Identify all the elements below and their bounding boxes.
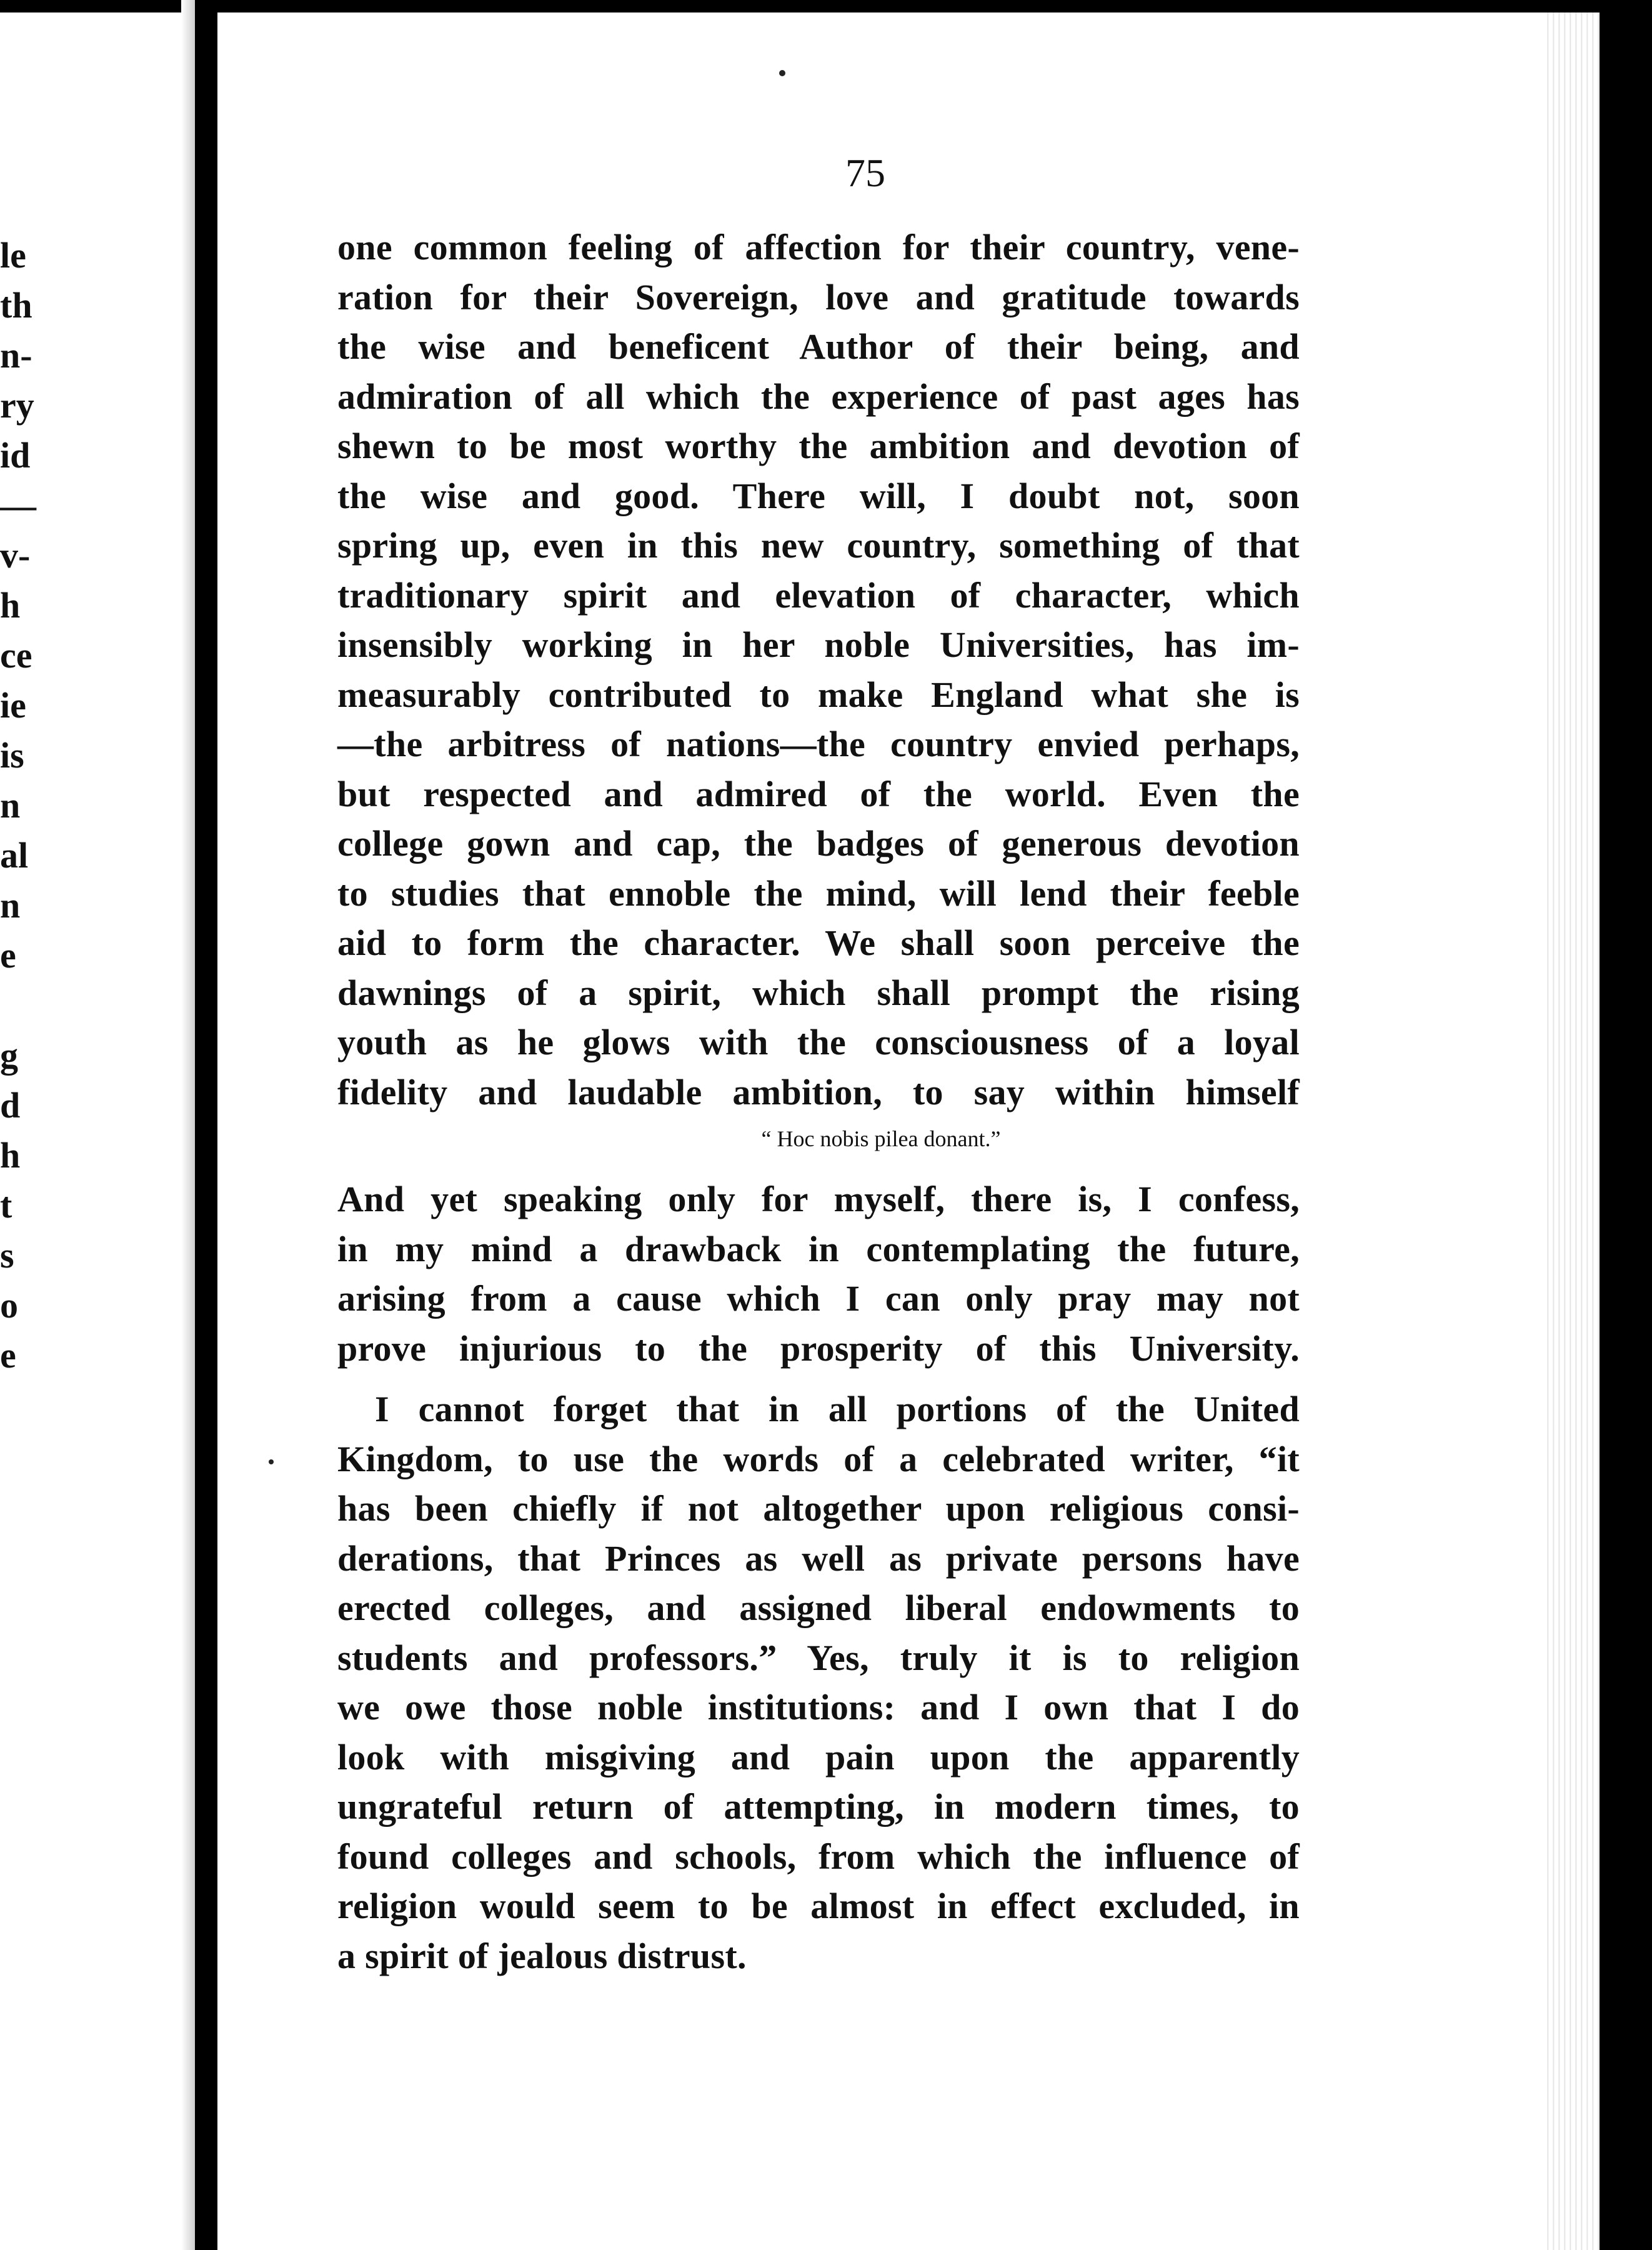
page-number: 75 (845, 151, 885, 195)
text-line: prove injurious to the prosperity of this University. (337, 1328, 1300, 1369)
text-line: college gown and cap, the badges of generous devotion (337, 823, 1300, 864)
text-line: erected colleges, and assigned liberal endowments to (337, 1588, 1300, 1628)
text-line: the wise and good. There will, I doubt not, soon (337, 475, 1300, 516)
text-line: Kingdom, to use the words of a celebrated writer, “it (337, 1438, 1300, 1479)
text-line: look with misgiving and pain upon the apparently (337, 1736, 1300, 1778)
text-line: we owe those noble institutions: and I own that I do (337, 1687, 1300, 1728)
text-line: a spirit of jealous distrust. (337, 1935, 747, 1976)
paragraph-2 (337, 1174, 1300, 1373)
text-line: And yet speaking only for myself, there is, I confess, (337, 1179, 1300, 1219)
text-line: shewn to be most worthy the ambition and devotion of (337, 426, 1300, 466)
fragment-line: le (0, 235, 26, 276)
text-line: derations, that Princes as well as private persons have (337, 1538, 1300, 1579)
text-line: aid to form the character. We shall soon perceive the (337, 922, 1300, 963)
fragment-line: d (0, 1085, 21, 1126)
text-line: the wise and beneficent Author of their being, and (337, 326, 1300, 367)
text-line: dawnings of a spirit, which shall prompt the rising (337, 972, 1300, 1013)
fragment-line: al (0, 835, 29, 876)
fragment-line: e (0, 935, 16, 976)
latin-quote: “ Hoc nobis pilea donant.” (761, 1126, 1001, 1151)
fragment-line: ie (0, 685, 26, 726)
fragment-line: h (0, 585, 21, 626)
previous-page-fragment (0, 235, 181, 2112)
text-line: spring up, even in this new country, something of that (337, 525, 1300, 566)
fragment-line: id (0, 435, 31, 476)
fragment-line: t (0, 1185, 12, 1226)
text-line: one common feeling of affection for their country, vene- (337, 227, 1300, 268)
paragraph-1 (337, 222, 1300, 1117)
fragment-line: o (0, 1285, 18, 1326)
text-line: found colleges and schools, from which the influence of (337, 1836, 1300, 1877)
fragment-line: n- (0, 335, 32, 376)
binding-shadow (181, 0, 195, 2250)
right-border (1600, 0, 1652, 2250)
ink-speck (779, 70, 785, 76)
text-line: arising from a cause which I can only pray may not (337, 1278, 1300, 1319)
text-line: has been chiefly if not altogether upon religious consi- (337, 1488, 1300, 1529)
text-line: ration for their Sovereign, love and gratitude towards (337, 276, 1300, 318)
fragment-line: — (0, 485, 36, 526)
top-border (0, 0, 1652, 12)
fragment-line: g (0, 1035, 18, 1076)
text-line: religion would seem to be almost in effect excluded, in (337, 1886, 1300, 1926)
text-line: ungrateful return of attempting, in modern times, to (337, 1786, 1300, 1827)
book-page (337, 150, 1300, 1981)
fragment-line: th (0, 285, 32, 326)
text-line: I cannot forget that in all portions of the United (375, 1389, 1300, 1429)
fragment-line: is (0, 735, 24, 776)
fragment-line: h (0, 1135, 21, 1176)
page-edges (1543, 12, 1600, 2250)
text-line: traditionary spirit and elevation of character, which (337, 574, 1300, 616)
fragment-line: n (0, 785, 21, 826)
fragment-line: n (0, 885, 21, 926)
text-line: youth as he glows with the consciousness of a loyal (337, 1022, 1300, 1062)
text-line: fidelity and laudable ambition, to say within himself (337, 1071, 1300, 1112)
text-line: measurably contributed to make England what she is (337, 674, 1300, 715)
fragment-line: ce (0, 635, 32, 676)
fragment-line: e (0, 1335, 16, 1376)
text-line: insensibly working in her noble Universities, has im- (337, 624, 1300, 665)
text-line: in my mind a drawback in contemplating the future, (337, 1228, 1300, 1269)
ink-speck (269, 1459, 274, 1464)
book-binding (195, 0, 217, 2250)
text-line: but respected and admired of the world. Even the (337, 773, 1300, 814)
paragraph-3 (337, 1384, 1300, 1981)
text-line: —the arbitress of nations—the country envied perhaps, (337, 724, 1300, 764)
text-line: students and professors.” Yes, truly it is to religion (337, 1637, 1300, 1678)
text-line: admiration of all which the experience of past ages has (337, 376, 1300, 417)
fragment-line: ry (0, 385, 34, 426)
fragment-line: v- (0, 535, 31, 576)
fragment-line: s (0, 1235, 14, 1276)
text-line: to studies that ennoble the mind, will lend their feeble (337, 872, 1300, 914)
